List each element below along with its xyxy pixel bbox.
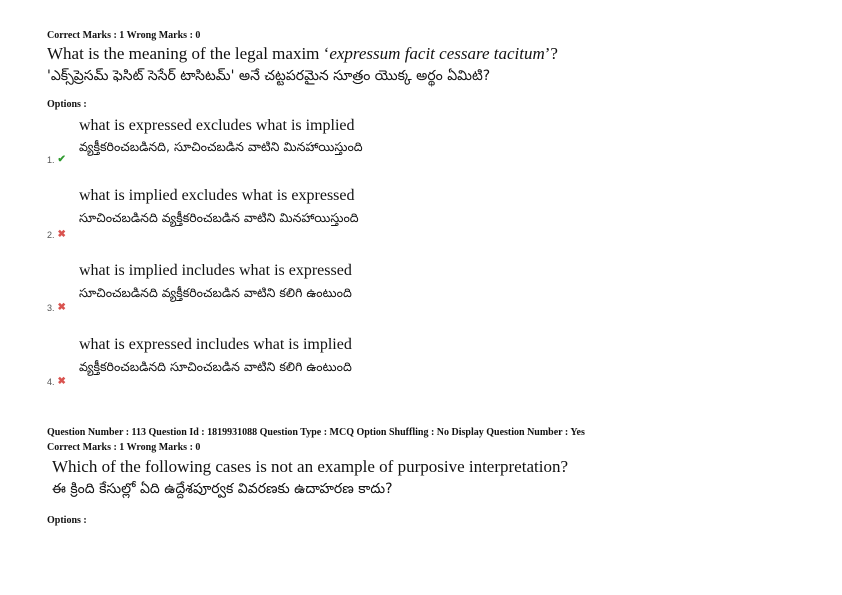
- question-text-te: 'ఎక్స్‌ప్రెసమ్ ఫెసిట్ సెసేర్ టాసిటమ్' అనే చట్టపరమైన సూత్రం యొక్క అర్థం ఏమిటి?: [47, 68, 491, 84]
- question-prefix: What is the meaning of the legal maxim ‘: [47, 44, 330, 63]
- question-text-te: ఈ క్రింది కేసుల్లో ఏది ఉద్దేశపూర్వక వివరణకు ఉదాహరణ కాదు?: [52, 481, 393, 497]
- option-3-marker: [47, 303, 66, 313]
- check-icon: ✔: [57, 154, 66, 165]
- option-2-text-te: సూచించబడినది వ్యక్తీకరించబడిన వాటిని మినహాయిస్తుంది: [79, 210, 359, 225]
- option-1-text-te: వ్యక్తీకరించబడినది, సూచించబడిన వాటిని మినహాయిస్తుంది: [79, 139, 363, 154]
- cross-icon: ✖: [57, 229, 66, 240]
- marks-info: Correct Marks : 1 Wrong Marks : 0: [47, 30, 201, 41]
- option-4-text-en: what is expressed includes what is implied: [79, 336, 352, 353]
- option-1-marker: [47, 155, 66, 165]
- marks-info: Correct Marks : 1 Wrong Marks : 0: [47, 442, 201, 453]
- cross-icon: ✖: [57, 376, 66, 387]
- question-text-en: Which of the following cases is not an example of purposive interpretation?: [52, 457, 568, 476]
- legal-maxim: expressum facit cessare tacitum: [329, 44, 545, 63]
- option-2-text-en: what is implied excludes what is expressed: [79, 187, 355, 204]
- option-3-text-en: what is implied includes what is expressed: [79, 262, 352, 279]
- option-2-marker: [47, 230, 66, 240]
- option-1-text-en: what is expressed excludes what is implied: [79, 117, 355, 134]
- option-4-number: 4.: [47, 377, 55, 387]
- question-header: Question Number : 113 Question Id : 1819931088 Question Type : MCQ Option Shuffling : No Display Question Number : Yes: [47, 427, 585, 438]
- question-text-en: [47, 44, 558, 64]
- option-1-number: 1.: [47, 155, 55, 165]
- question-suffix: ’?: [544, 44, 558, 63]
- cross-icon: ✖: [57, 302, 66, 313]
- options-label: Options :: [47, 99, 87, 110]
- option-4-text-te: వ్యక్తీకరించబడినది సూచించబడిన వాటిని కలిగి ఉంటుంది: [79, 359, 352, 374]
- option-2-number: 2.: [47, 230, 55, 240]
- option-4-marker: [47, 377, 66, 387]
- option-3-number: 3.: [47, 303, 55, 313]
- option-3-text-te: సూచించబడినది వ్యక్తీకరించబడిన వాటిని కలిగి ఉంటుంది: [79, 285, 352, 300]
- options-label: Options :: [47, 515, 87, 526]
